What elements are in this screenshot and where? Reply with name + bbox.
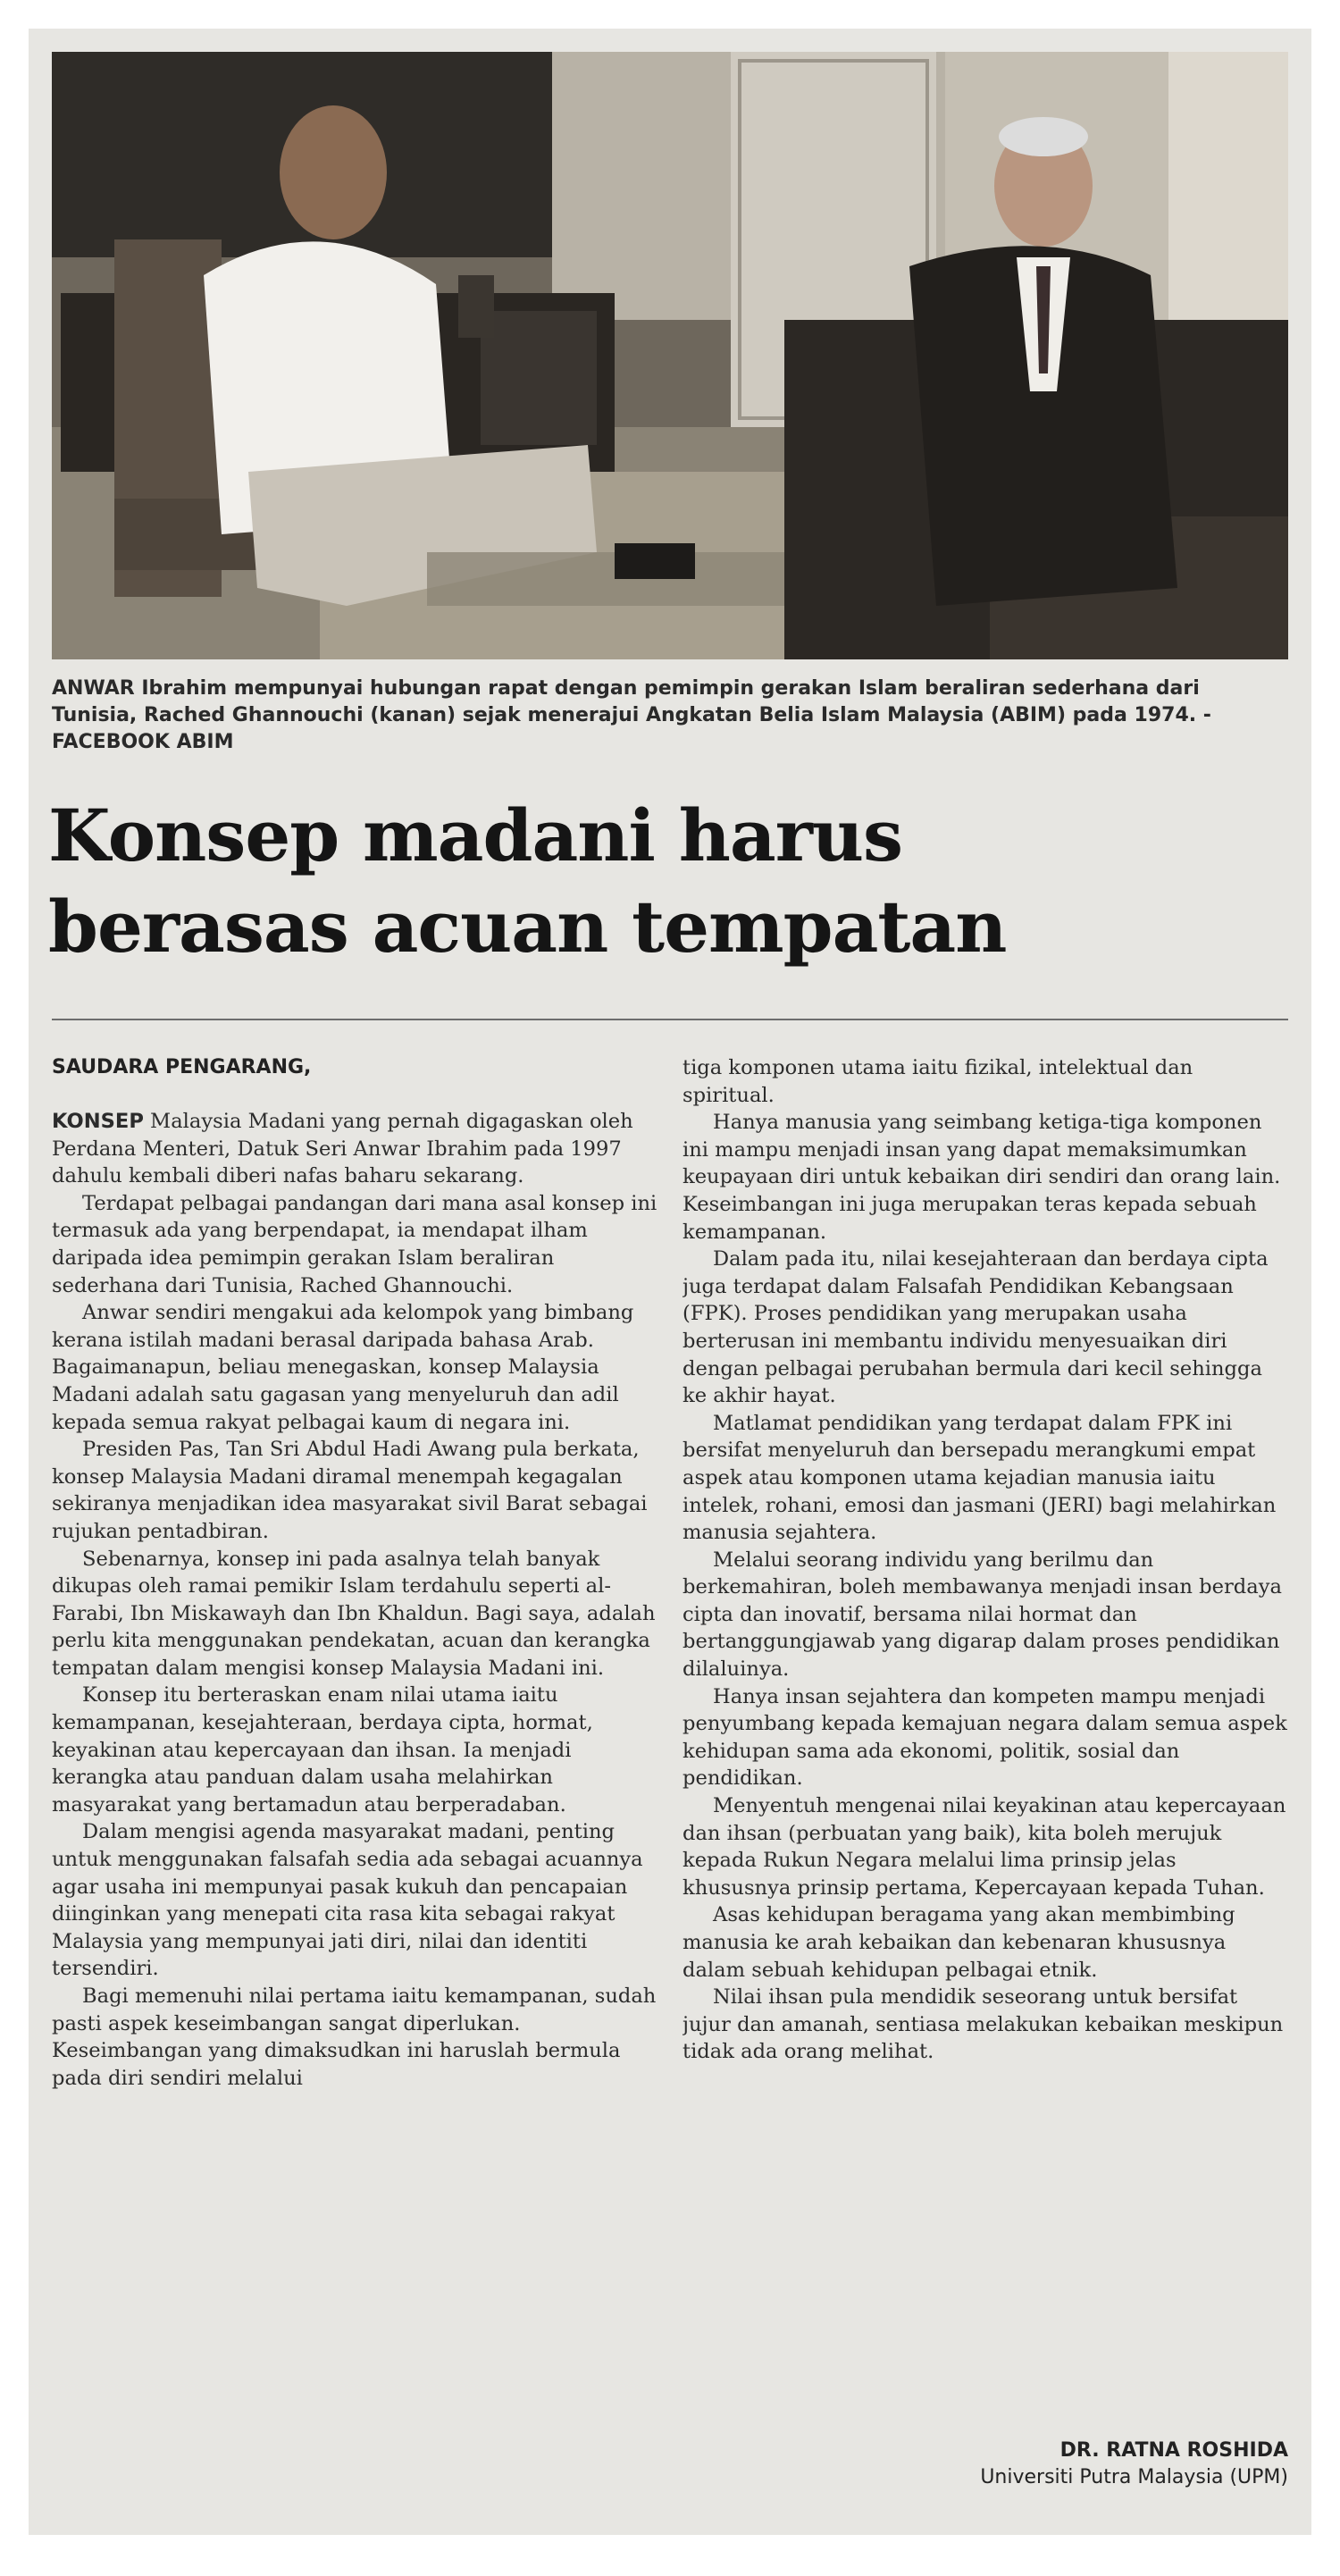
paragraph: Menyentuh mengenai nilai keyakinan atau kepercayaan dan ihsan (perbuatan yang baik), kita boleh merujuk kepada Rukun Negara melalui lima prinsip jelas khususnya prinsip pertama, Kepercayaan kepada Tuhan. xyxy=(683,1794,1286,1900)
paragraph: Asas kehidupan beragama yang akan membimbing manusia ke arah kebaikan dan kebenaran khususnya dalam sebuah kehidupan pelbagai etnik. xyxy=(683,1903,1235,1982)
author-affiliation: Universiti Putra Malaysia (UPM) xyxy=(980,2466,1288,2488)
headline xyxy=(48,790,1290,972)
lead-word: KONSEP xyxy=(52,1110,144,1133)
article-column-1 xyxy=(52,1054,657,2430)
article-photo xyxy=(52,52,1288,659)
newspaper-clipping xyxy=(29,29,1311,2535)
paragraph: Hanya manusia yang seimbang ketiga-tiga komponen ini mampu menjadi insan yang dapat memaksimumkan keupayaan diri untuk kebaikan diri sendiri dan orang lain. Keseimbangan ini juga merupakan teras kepada sebuah kemampanan. xyxy=(683,1111,1281,1244)
paragraph: Presiden Pas, Tan Sri Abdul Hadi Awang pula berkata, konsep Malaysia Madani diramal menempah kegagalan sekiranya menjadikan idea masyarakat sivil Barat sebagai rujukan pentadbiran. xyxy=(52,1438,648,1543)
paragraph: Dalam pada itu, nilai kesejahteraan dan berdaya cipta juga terdapat dalam Falsafah Pendidikan Kebangsaan (FPK). Proses pendidikan yang merupakan usaha berterusan ini membantu individu menyesuaikan diri dengan pelbagai perubahan bermula dari kecil sehingga ke akhir hayat. xyxy=(683,1247,1269,1408)
paragraph: Dalam mengisi agenda masyarakat madani, penting untuk menggunakan falsafah sedia ada sebagai acuannya agar usaha ini mempunyai pasak kukuh dan pencapaian diinginkan yang menepati cita rasa kita sebagai rakyat Malaysia yang mempunyai jati diri, nilai dan identiti tersendiri. xyxy=(52,1820,643,1981)
paragraph: Hanya insan sejahtera dan kompeten mampu menjadi penyumbang kepada kemajuan negara dalam semua aspek kehidupan sama ada ekonomi, politik, sosial dan pendidikan. xyxy=(683,1684,1287,1791)
photo-illustration xyxy=(52,52,1288,659)
paragraph: Melalui seorang individu yang berilmu dan berkemahiran, boleh membawanya menjadi insan berdaya cipta dan inovatif, bersama nilai hormat dan bertanggungjawab yang digarap dalam proses pendidikan dilaluinya. xyxy=(683,1548,1282,1682)
paragraph: Konsep itu berteraskan enam nilai utama iaitu kemampanan, kesejahteraan, berdaya cipta, hormat, keyakinan atau kepercayaan dan ihsan. Ia menjadi kerangka atau panduan dalam usaha melahirkan masyarakat yang bertamadun atau berperadaban. xyxy=(52,1683,593,1817)
paragraph: Sebenarnya, konsep ini pada asalnya telah banyak dikupas oleh ramai pemikir Islam terdahulu seperti al-Farabi, Ibn Miskawayh dan Ibn Khaldun. Bagi saya, adalah perlu kita menggunakan pendekatan, acuan dan kerangka tempatan dalam mengisi konsep Malaysia Madani ini. xyxy=(52,1547,656,1680)
paragraph: Matlamat pendidikan yang terdapat dalam FPK ini bersifat menyeluruh dan bersepadu merangkumi empat aspek atau komponen utama kejadian manusia iaitu intelek, rohani, emosi dan jasmani (JERI) bagi melahirkan manusia sejahtera. xyxy=(683,1411,1277,1545)
salutation: SAUDARA PENGARANG, xyxy=(52,1056,312,1078)
headline-line-1: Konsep madani harus xyxy=(48,793,903,877)
author-signature xyxy=(980,2438,1288,2491)
author-name: DR. RATNA ROSHIDA xyxy=(1059,2439,1288,2462)
paragraph: Nilai ihsan pula mendidik seseorang untuk bersifat jujur dan amanah, sentiasa melakukan kebaikan meskipun tidak ada orang melihat. xyxy=(683,1985,1284,2064)
article-column-2 xyxy=(683,1054,1288,2430)
paragraph: tiga komponen utama iaitu fizikal, intelektual dan spiritual. xyxy=(683,1056,1193,1107)
photo-caption xyxy=(52,675,1288,756)
headline-divider xyxy=(52,1019,1288,1020)
paragraph: Bagi memenuhi nilai pertama iaitu kemampanan, sudah pasti aspek keseimbangan sangat diperlukan. Keseimbangan yang dimaksudkan ini haruslah bermula pada diri sendiri melalui xyxy=(52,1984,657,2090)
paragraph-text: Malaysia Madani yang pernah digagaskan oleh Perdana Menteri, Datuk Seri Anwar Ibrahim pada 1997 dahulu kembali diberi nafas baharu sekarang. xyxy=(52,1110,633,1188)
headline-line-2: berasas acuan tempatan xyxy=(48,885,1007,969)
caption-credit: - FACEBOOK ABIM xyxy=(52,704,1211,753)
paragraph: Anwar sendiri mengakui ada kelompok yang bimbang kerana istilah madani berasal daripada bahasa Arab. Bagaimanapun, beliau menegaskan, konsep Malaysia Madani adalah satu gagasan yang menyeluruh dan adil kepada semua rakyat pelbagai kaum di negara ini. xyxy=(52,1301,634,1434)
paragraph xyxy=(52,1108,657,1190)
article-body xyxy=(52,1054,1288,2430)
caption-text: Ibrahim mempunyai hubungan rapat dengan pemimpin gerakan Islam beraliran sederhana dari Tunisia, Rached Ghannouchi (kanan) sejak menerajui Angkatan Belia Islam Malaysia (ABIM) pada 1974. xyxy=(52,677,1203,726)
paragraph: Terdapat pelbagai pandangan dari mana asal konsep ini termasuk ada yang berpendapat, ia mendapat ilham daripada idea pemimpin gerakan Islam beraliran sederhana dari Tunisia, Rached Ghannouchi. xyxy=(52,1191,657,1297)
caption-lead: ANWAR xyxy=(52,677,135,700)
